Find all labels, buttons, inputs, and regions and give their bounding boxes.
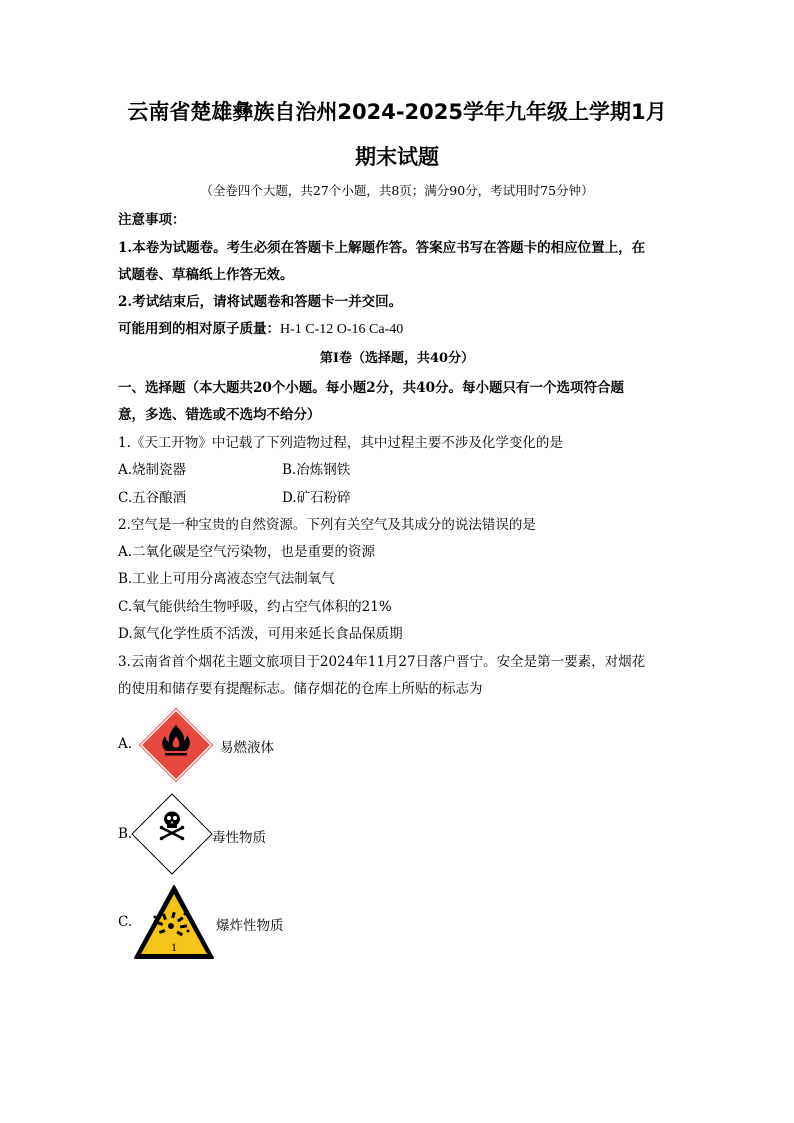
q2-option-d: D.氮气化学性质不活泼，可用来延长食品保质期 (118, 626, 403, 642)
explosive-icon (133, 884, 215, 960)
explosive-class-number: 1 (171, 940, 177, 954)
q1-option-d: D.矿石粉碎 (282, 490, 351, 506)
q3-option-b-letter: B. (118, 826, 133, 842)
flammable-liquid-icon (134, 703, 218, 787)
q3-stem-line1: 3.云南省首个烟花主题文旅项目于2024年11月27日落户晋宁。安全是第一要素，对烟花 (118, 654, 646, 670)
atomic-mass-label: 可能用到的相对原子质量： (118, 321, 280, 337)
notes-item1-line2: 试题卷、草稿纸上作答无效。 (118, 267, 294, 283)
q3-option-c-label: 爆炸性物质 (216, 918, 284, 934)
notes-item1-line1: 1.本卷为试题卷。考生必须在答题卡上解题作答。答案应书写在答题卡的相应位置上，在 (118, 240, 646, 256)
q1-option-b: B.冶炼钢铁 (282, 462, 351, 478)
q1-stem: 1.《天工开物》中记载了下列造物过程，其中过程主要不涉及化学变化的是 (118, 435, 563, 451)
part1-heading: 第Ⅰ卷（选择题，共40分） (319, 351, 475, 366)
q3-option-a-label: 易燃液体 (220, 740, 274, 756)
exam-subtitle: （全卷四个大题，共27个小题，共8页；满分90分，考试用时75分钟） (200, 183, 594, 198)
page-title-line2: 期末试题 (355, 145, 439, 169)
toxic-skull-icon (130, 792, 214, 876)
q1-option-c: C.五谷酿酒 (118, 490, 187, 506)
q1-option-a: A.烧制瓷器 (118, 462, 187, 478)
notes-item2: 2.考试结束后，请将试题卷和答题卡一并交回。 (118, 294, 403, 310)
q3-option-c-letter: C. (118, 914, 133, 930)
atomic-mass-line (118, 317, 403, 338)
q3-option-a-letter: A. (118, 736, 133, 752)
q2-option-b: B.工业上可用分离液态空气法制氧气 (118, 571, 335, 587)
q2-option-c: C.氧气能供给生物呼吸，约占空气体积的21% (118, 599, 392, 615)
q3-option-b-label: 毒性物质 (212, 830, 266, 846)
page-title-line1: 云南省楚雄彝族自治州2024-2025学年九年级上学期1月 (127, 100, 667, 124)
q2-option-a: A.二氧化碳是空气污染物，也是重要的资源 (118, 544, 376, 560)
section1-line1: 一、选择题（本大题共20个小题。每小题2分，共40分。每小题只有一个选项符合题 (118, 380, 624, 396)
q2-stem: 2.空气是一种宝贵的自然资源。下列有关空气及其成分的说法错误的是 (118, 517, 536, 533)
section1-line2: 意，多选、错选或不选均不给分） (118, 407, 321, 423)
q3-stem-line2: 的使用和储存要有提醒标志。储存烟花的仓库上所贴的标志为 (118, 681, 483, 697)
notes-heading: 注意事项： (118, 212, 186, 228)
atomic-mass-values: H-1 C-12 O-16 Ca-40 (280, 322, 404, 337)
